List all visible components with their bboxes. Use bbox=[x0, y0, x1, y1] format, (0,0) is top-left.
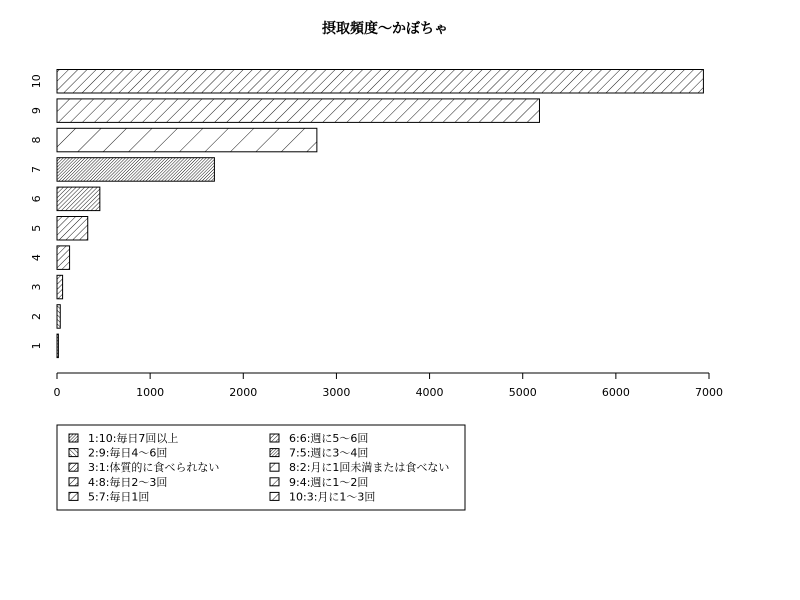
legend-label: 8:2:月に1回未満または食べない bbox=[289, 461, 450, 475]
legend-swatch bbox=[69, 449, 78, 457]
legend-label: 9:4:週に1〜2回 bbox=[289, 475, 369, 489]
chart-title: 摂取頻度〜かぼちゃ bbox=[322, 21, 448, 37]
x-tick-label: 0 bbox=[53, 386, 61, 399]
bar-6 bbox=[57, 187, 100, 211]
y-tick-label: 2 bbox=[30, 312, 43, 320]
y-tick-label: 4 bbox=[30, 254, 43, 262]
legend bbox=[57, 425, 465, 510]
bar-9 bbox=[57, 99, 539, 123]
bar-4 bbox=[57, 246, 70, 270]
x-tick-label: 7000 bbox=[695, 386, 723, 399]
y-tick-label: 8 bbox=[30, 136, 43, 144]
legend-label: 10:3:月に1〜3回 bbox=[289, 490, 376, 504]
bar-2 bbox=[57, 305, 60, 329]
legend-swatch bbox=[270, 478, 279, 486]
bar-5 bbox=[57, 217, 88, 241]
y-tick-label: 9 bbox=[30, 107, 43, 115]
legend-label: 7:5:週に3〜4回 bbox=[289, 446, 369, 460]
y-tick-label: 3 bbox=[30, 283, 43, 291]
legend-swatch bbox=[69, 434, 78, 442]
legend-label: 5:7:毎日1回 bbox=[88, 490, 150, 504]
y-axis bbox=[30, 74, 43, 349]
legend-swatch bbox=[270, 492, 279, 500]
x-tick-label: 5000 bbox=[508, 386, 537, 399]
legend-swatch bbox=[69, 478, 78, 486]
x-axis bbox=[54, 373, 724, 399]
y-tick-label: 6 bbox=[30, 195, 43, 203]
bar-1 bbox=[57, 334, 58, 358]
x-tick-label: 3000 bbox=[322, 386, 351, 399]
x-tick-label: 2000 bbox=[229, 386, 258, 399]
legend-swatch bbox=[69, 492, 78, 500]
legend-swatch bbox=[270, 463, 279, 471]
legend-label: 1:10:毎日7回以上 bbox=[88, 432, 179, 445]
legend-label: 3:1:体質的に食べられない bbox=[88, 461, 220, 475]
bar-10 bbox=[57, 70, 703, 94]
x-tick-label: 1000 bbox=[136, 386, 165, 399]
legend-swatch bbox=[270, 449, 279, 457]
x-tick-label: 4000 bbox=[415, 386, 444, 399]
y-tick-label: 10 bbox=[30, 74, 43, 89]
x-tick-label: 6000 bbox=[601, 386, 630, 399]
legend-label: 6:6:週に5〜6回 bbox=[289, 432, 369, 445]
legend-swatch bbox=[270, 434, 279, 442]
legend-label: 4:8:毎日2〜3回 bbox=[88, 475, 168, 489]
legend-swatch bbox=[69, 463, 78, 471]
bar-3 bbox=[57, 275, 63, 299]
bar-7 bbox=[57, 158, 214, 182]
bar-8 bbox=[57, 128, 317, 152]
y-tick-label: 7 bbox=[30, 165, 43, 173]
legend-label: 2:9:毎日4〜6回 bbox=[88, 446, 168, 460]
bars bbox=[57, 70, 703, 358]
y-tick-label: 5 bbox=[30, 224, 43, 232]
y-tick-label: 1 bbox=[30, 342, 43, 350]
